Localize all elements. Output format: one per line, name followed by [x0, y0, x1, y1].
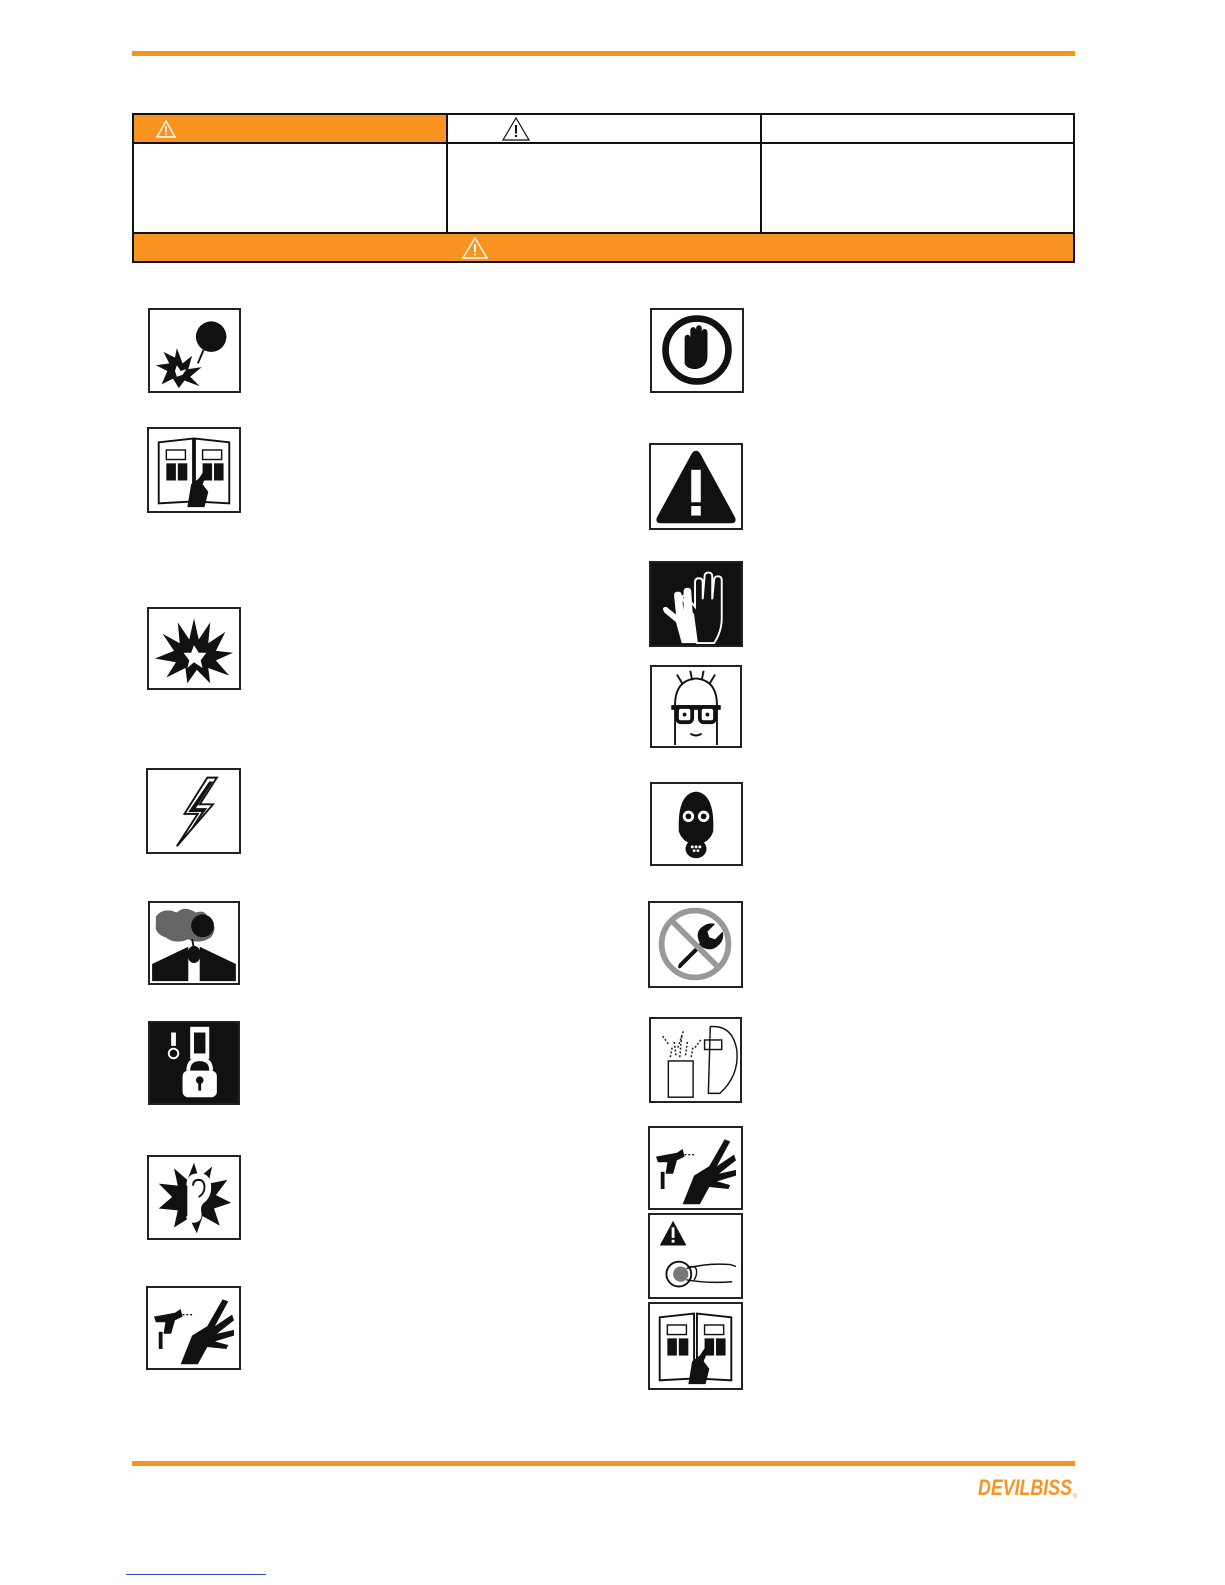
- solvent-splash-icon: [649, 1017, 742, 1103]
- toxic-fumes-icon: [148, 901, 240, 985]
- electric-shock-icon: [146, 768, 241, 854]
- important-banner: [134, 232, 1073, 261]
- flying-object-explosion-icon: [148, 308, 241, 393]
- hazard-legend-table: [132, 113, 1075, 263]
- stop-hand-icon: [650, 308, 744, 393]
- hazard-table-body-row: [134, 144, 1073, 232]
- noise-hazard-ear-icon: [147, 1155, 241, 1240]
- injection-injury-icon: [146, 1286, 241, 1370]
- caution-description-cell: [448, 144, 762, 232]
- no-alterations-icon: [648, 901, 743, 988]
- wear-respirator-icon: [650, 782, 743, 866]
- note-description-cell: [762, 144, 1073, 232]
- bottom-orange-rule: [132, 1461, 1075, 1466]
- wear-safety-glasses-icon: [650, 665, 742, 748]
- warning-description-cell: [134, 144, 448, 232]
- svg-text:®: ®: [1073, 1494, 1078, 1500]
- emergency-stop-icon: [648, 1213, 743, 1299]
- explosion-icon: [147, 607, 241, 690]
- read-manual-icon: [147, 427, 241, 513]
- warning-header-cell: [134, 115, 448, 142]
- injection-injury-icon: [648, 1126, 743, 1210]
- wear-gloves-icon: [649, 561, 743, 647]
- devilbiss-logo: [978, 1471, 1078, 1501]
- caution-header-cell: [448, 115, 762, 142]
- general-warning-icon: [649, 443, 743, 530]
- caution-triangle-icon: [502, 117, 530, 141]
- footer-link-underline[interactable]: [126, 1574, 266, 1575]
- note-header-cell: [762, 115, 1073, 142]
- read-manual-icon: [648, 1302, 743, 1390]
- warning-triangle-icon: [156, 120, 176, 138]
- top-orange-rule: [132, 51, 1075, 56]
- hazard-table-header-row: [134, 115, 1073, 144]
- lockout-tagout-icon: [148, 1021, 240, 1105]
- svg-text:DEVILBISS: DEVILBISS: [978, 1475, 1073, 1500]
- warning-triangle-icon: [462, 237, 488, 259]
